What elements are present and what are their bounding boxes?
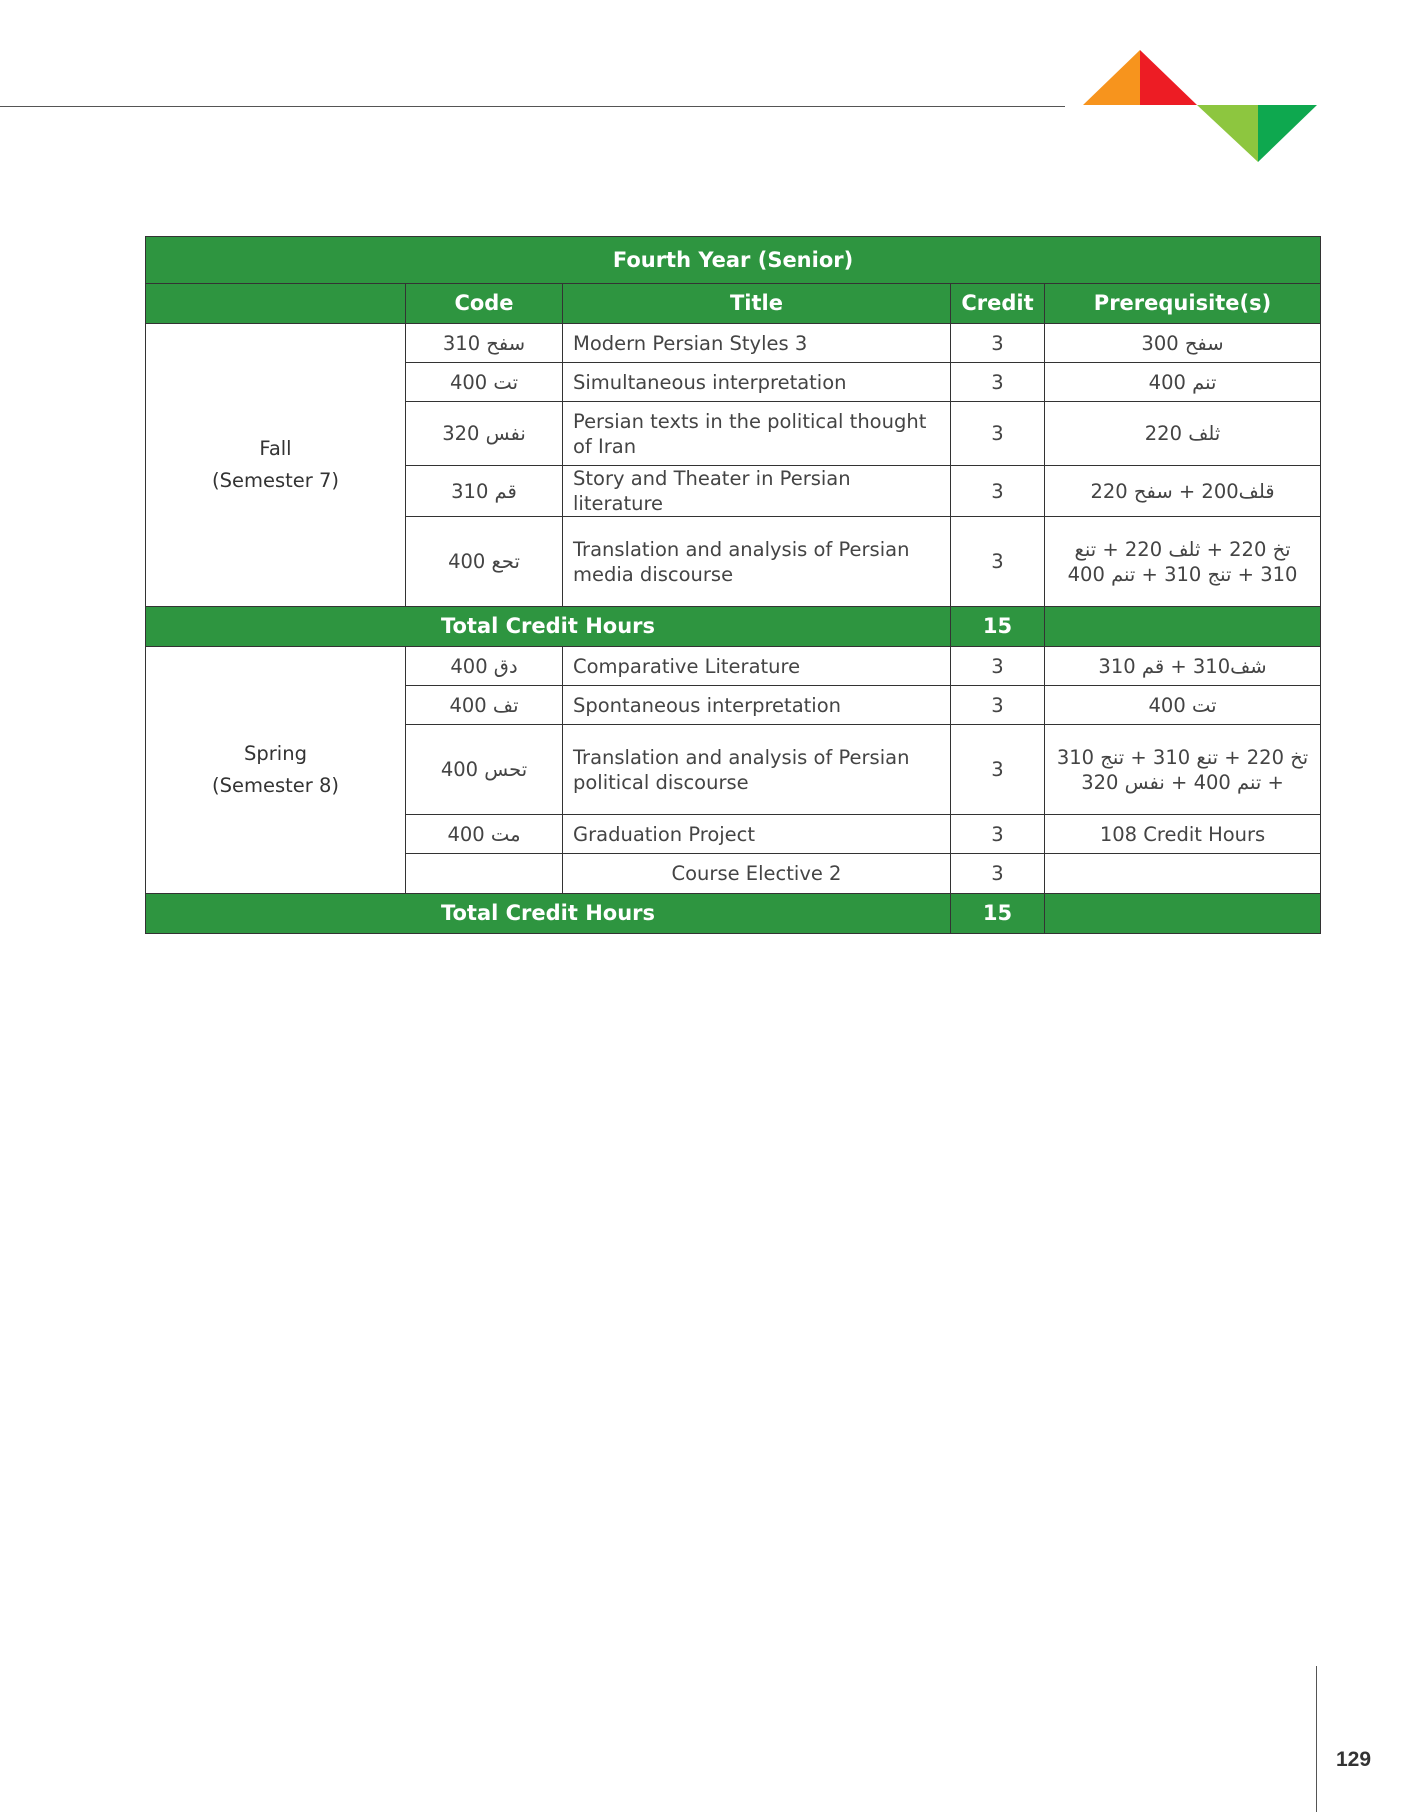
course-credit: 3 <box>951 517 1045 607</box>
course-code: سفح 310 <box>406 324 563 363</box>
course-title: Spontaneous interpretation <box>563 686 951 725</box>
course-prerequisite <box>1045 854 1321 894</box>
course-code: نفس 320 <box>406 402 563 466</box>
header-prerequisites: Prerequisite(s) <box>1045 284 1321 324</box>
table-title-row <box>146 237 1321 284</box>
page-number-rule <box>1316 1666 1317 1812</box>
course-prerequisite: شف310 + قم 310 <box>1045 647 1321 686</box>
course-prerequisite: تت 400 <box>1045 686 1321 725</box>
header-credit: Credit <box>951 284 1045 324</box>
course-title: Graduation Project <box>563 815 951 854</box>
course-credit: 3 <box>951 324 1045 363</box>
light-green-triangle-shape <box>1197 105 1258 162</box>
course-code: قم 310 <box>406 466 563 517</box>
course-title: Course Elective 2 <box>563 854 951 894</box>
course-title: Modern Persian Styles 3 <box>563 324 951 363</box>
orange-triangle-shape <box>1083 50 1140 105</box>
total-label: Total Credit Hours <box>146 894 951 934</box>
course-credit: 3 <box>951 686 1045 725</box>
course-credit: 3 <box>951 725 1045 815</box>
course-title: Story and Theater in Persian literature <box>563 466 951 517</box>
course-code: مت 400 <box>406 815 563 854</box>
course-code: دق 400 <box>406 647 563 686</box>
table-header-row <box>146 284 1321 324</box>
total-credit: 15 <box>951 894 1045 934</box>
red-triangle-shape <box>1140 50 1197 105</box>
total-empty-cell <box>1045 894 1321 934</box>
course-code: تت 400 <box>406 363 563 402</box>
course-credit: 3 <box>951 466 1045 517</box>
course-prerequisite: سفح 300 <box>1045 324 1321 363</box>
page-number: 129 <box>1336 1748 1372 1771</box>
course-credit: 3 <box>951 647 1045 686</box>
total-row-fall <box>146 607 1321 647</box>
course-title: Translation and analysis of Persian media discourse <box>563 517 951 607</box>
course-prerequisite: قلف200 + سفح 220 <box>1045 466 1321 517</box>
total-credit: 15 <box>951 607 1045 647</box>
course-code: تف 400 <box>406 686 563 725</box>
course-prerequisite: 108 Credit Hours <box>1045 815 1321 854</box>
header-rule <box>0 106 1065 107</box>
course-prerequisite: ثلف 220 <box>1045 402 1321 466</box>
course-credit: 3 <box>951 363 1045 402</box>
semester-number: (Semester 8) <box>211 774 339 797</box>
total-row-spring <box>146 894 1321 934</box>
course-code: تحس 400 <box>406 725 563 815</box>
table-row <box>146 647 1321 686</box>
header-title: Title <box>563 284 951 324</box>
semester-name: Spring <box>244 742 307 765</box>
semester-number: (Semester 7) <box>211 469 339 492</box>
total-empty-cell <box>1045 607 1321 647</box>
table-row <box>146 324 1321 363</box>
course-code: تحع 400 <box>406 517 563 607</box>
course-prerequisite: تخ 220 + تنع 310 + تنج 310 + تنم 400 + نفس 320 <box>1045 725 1321 815</box>
header-code: Code <box>406 284 563 324</box>
course-title: Persian texts in the political thought of Iran <box>563 402 951 466</box>
course-title: Translation and analysis of Persian political discourse <box>563 725 951 815</box>
semester-name: Fall <box>259 437 292 460</box>
course-credit: 3 <box>951 815 1045 854</box>
course-credit: 3 <box>951 854 1045 894</box>
semester-label-spring <box>146 647 406 894</box>
course-prerequisite: تنم 400 <box>1045 363 1321 402</box>
total-label: Total Credit Hours <box>146 607 951 647</box>
brand-triangles-logo <box>1080 50 1320 165</box>
table-title: Fourth Year (Senior) <box>146 237 1321 284</box>
course-table <box>145 236 1321 934</box>
course-code <box>406 854 563 894</box>
semester-label-fall <box>146 324 406 607</box>
course-prerequisite: تخ 220 + ثلف 220 + تنع 310 + تنج 310 + تنم 400 <box>1045 517 1321 607</box>
course-title: Comparative Literature <box>563 647 951 686</box>
green-triangle-shape <box>1258 105 1317 162</box>
course-credit: 3 <box>951 402 1045 466</box>
course-title: Simultaneous interpretation <box>563 363 951 402</box>
header-semester-cell <box>146 284 406 324</box>
